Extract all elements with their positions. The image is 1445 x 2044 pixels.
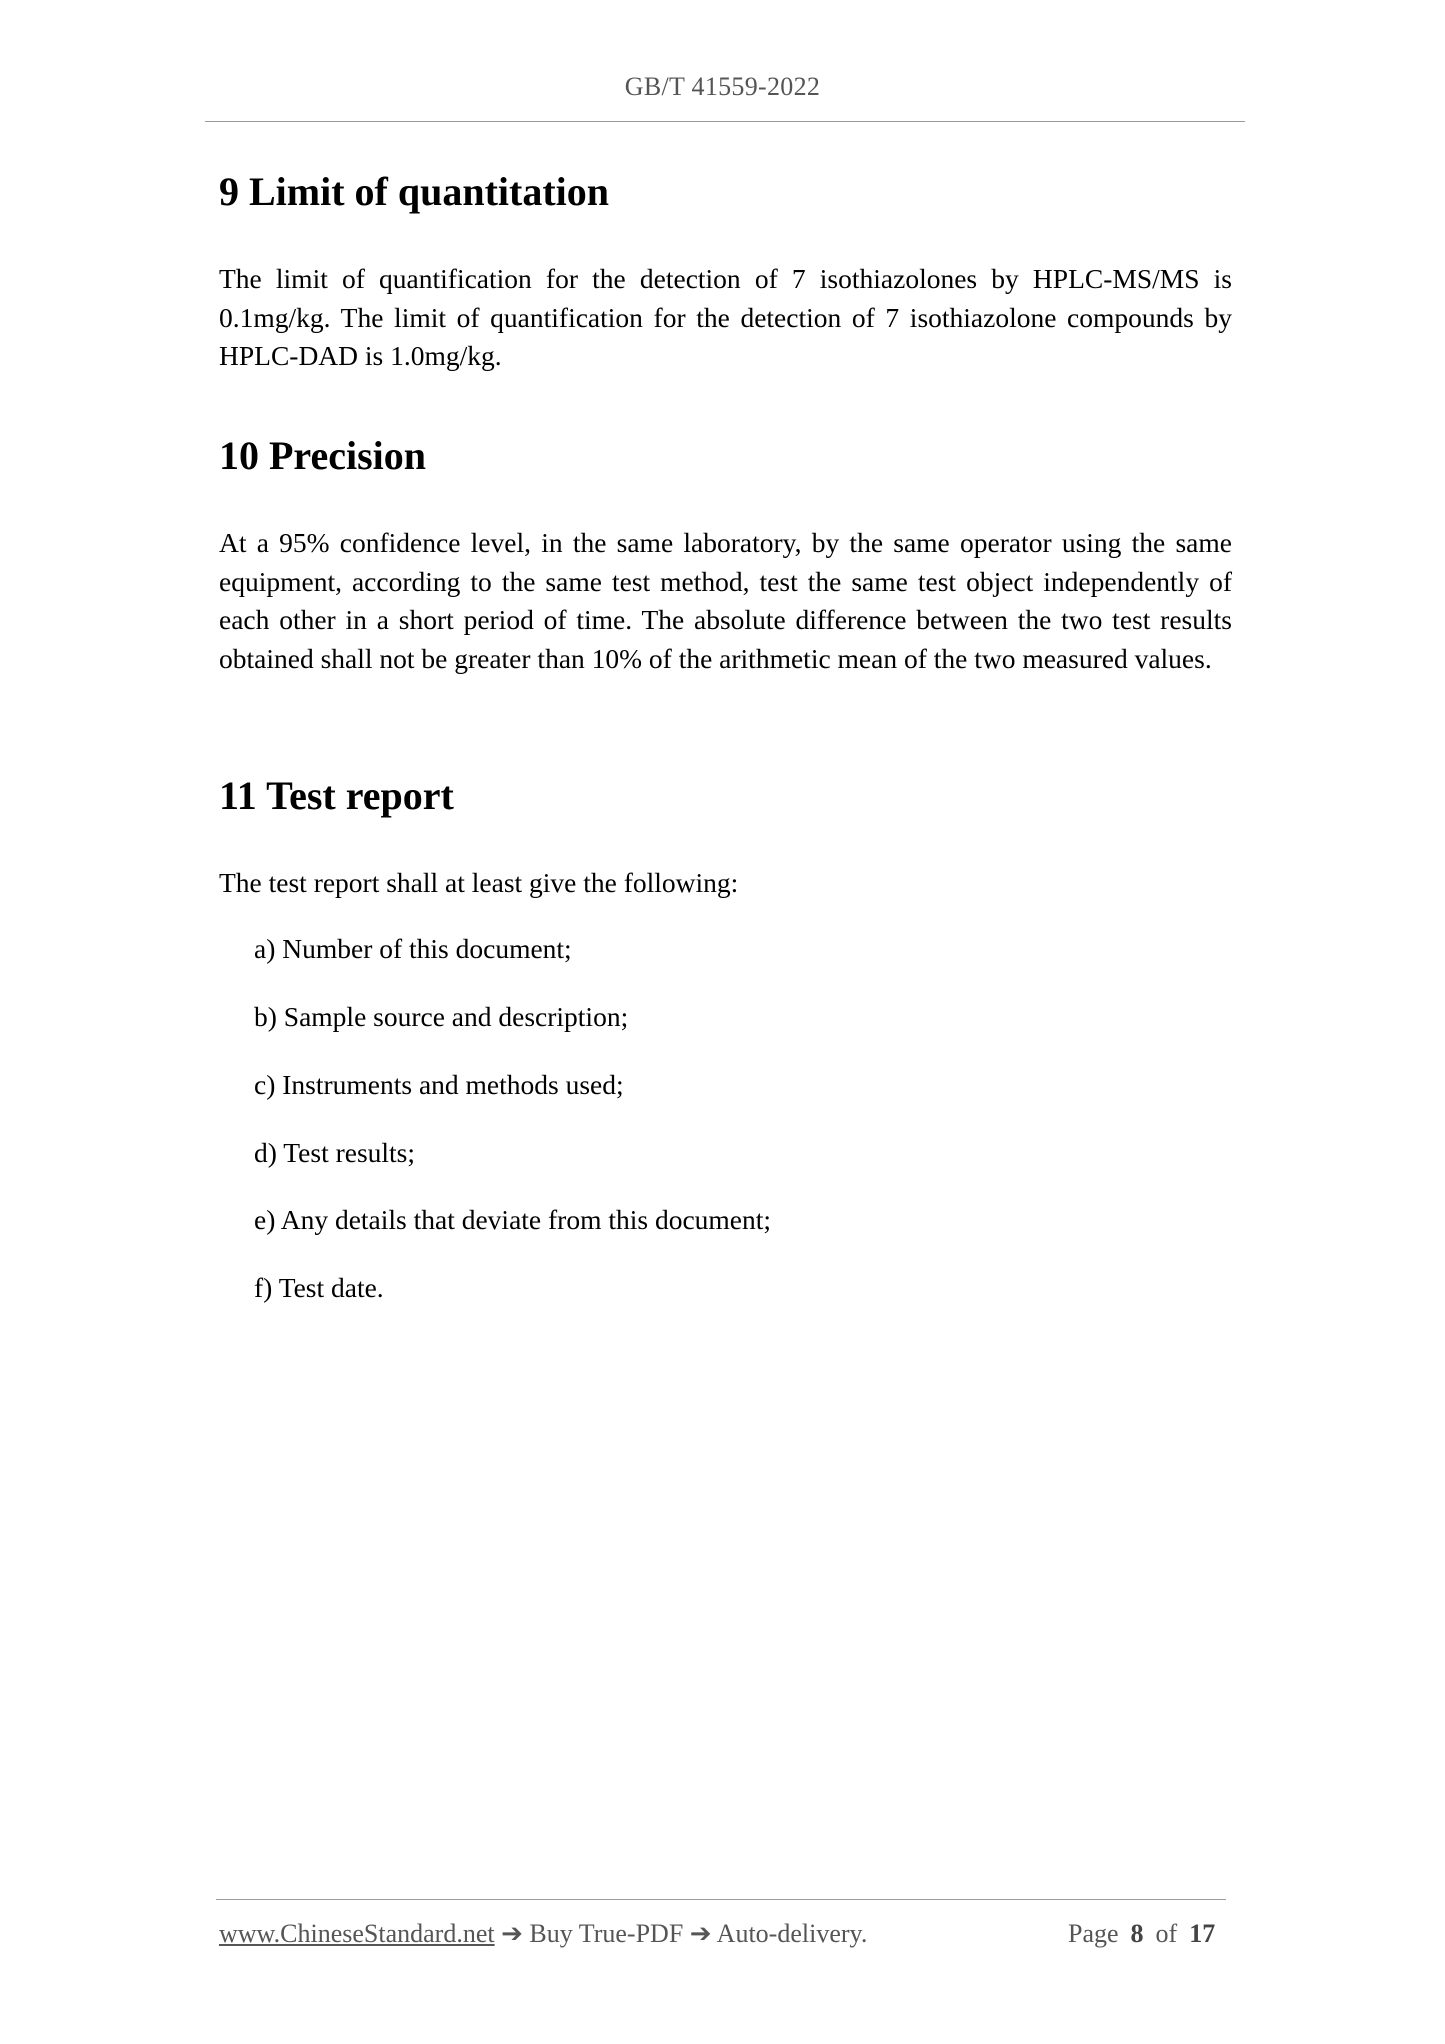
section-heading-precision: 10 Precision: [219, 433, 427, 478]
section-paragraph-precision: At a 95% confidence level, in the same laboratory, by the same operator using the same equipment, according to the same test method, test the same test object independently of each other in a short period of time. The absolute difference between the two test results obtained shall not be greater than 10% of the arithmetic mean of the two measured values.: [219, 527, 1232, 674]
total-pages-number: 17: [1189, 1919, 1216, 1948]
site-link[interactable]: www.ChineseStandard.net: [219, 1919, 495, 1948]
section-paragraph-limit-of-quantitation: The limit of quantification for the detection of 7 isothiazolones by HPLC-MS/MS is 0.1mg/kg. The limit of quantification for the detection of 7 isothiazolone compounds by HPLC-DAD is 1.0mg/kg.: [219, 263, 1232, 371]
header-divider: [205, 121, 1245, 122]
buy-true-pdf-text: Buy True-PDF: [529, 1919, 684, 1948]
current-page-number: 8: [1130, 1919, 1144, 1948]
page-label: Page: [1068, 1919, 1119, 1948]
auto-delivery-text: Auto-delivery.: [716, 1919, 868, 1948]
section-heading-test-report: 11 Test report: [219, 773, 454, 818]
section-heading-limit-of-quantitation: 9 Limit of quantitation: [219, 169, 610, 214]
section-paragraph-test-report: The test report shall at least give the following:: [219, 867, 739, 898]
arrow-right-icon: ➔: [689, 1919, 712, 1948]
header-standard-number: GB/T 41559-2022: [624, 72, 821, 101]
list-item: a) Number of this document;: [254, 933, 572, 964]
list-item: f) Test date.: [254, 1272, 384, 1303]
list-item: e) Any details that deviate from this document;: [254, 1204, 772, 1235]
list-item: d) Test results;: [254, 1137, 416, 1168]
list-item: b) Sample source and description;: [254, 1001, 629, 1032]
footer-divider: [216, 1899, 1226, 1900]
page-indicator: [1068, 1919, 1215, 1949]
footer-promo: [219, 1919, 867, 1949]
page-of-label: of: [1155, 1919, 1178, 1948]
arrow-right-icon: ➔: [501, 1919, 523, 1948]
list-item: c) Instruments and methods used;: [254, 1069, 624, 1100]
